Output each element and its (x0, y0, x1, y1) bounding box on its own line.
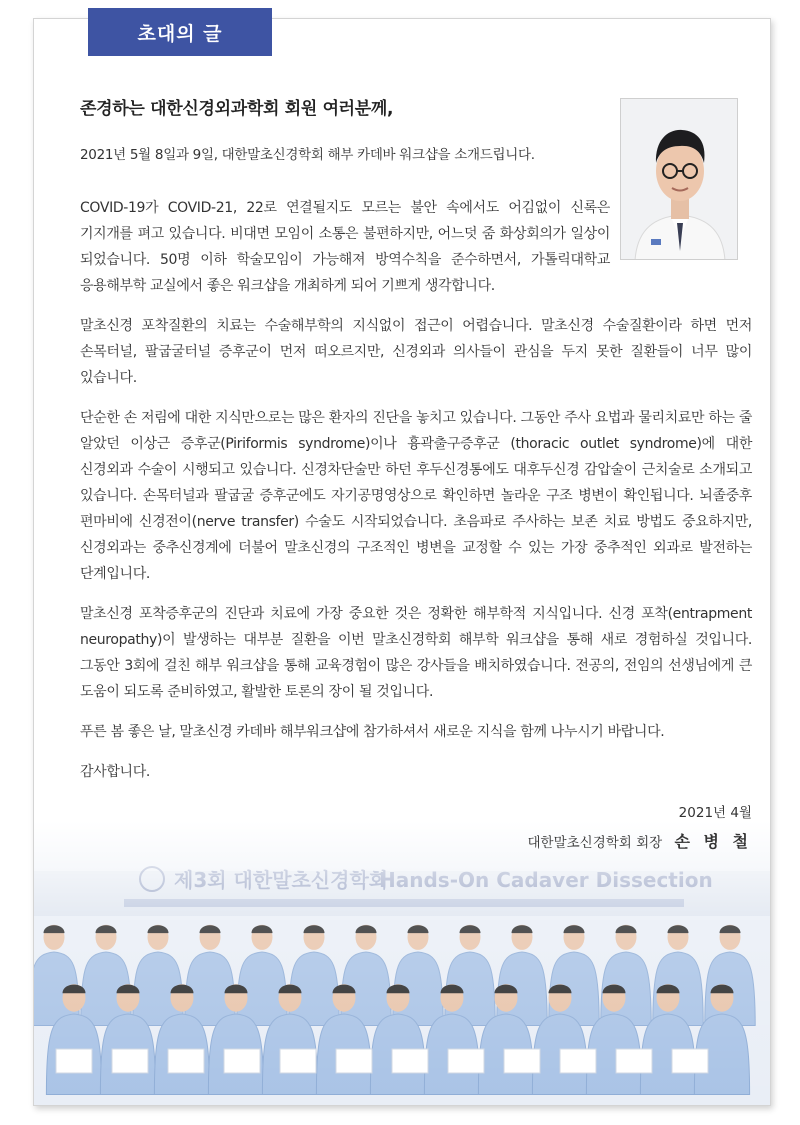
section-tab: 초대의 글 (88, 8, 272, 56)
letter-body (80, 90, 752, 852)
paragraph: COVID-19가 COVID-21, 22로 연결될지도 모르는 불안 속에서도 어김없이 신록은 기지개를 펴고 있습니다. 비대면 모임이 소통은 불편하지만, 어느덧 줌 화상회의가 일상이 되었습니다. 50명 이하 학술모임이 가능해져 방역수칙을 준수하면서, 가톨릭대학교 응용해부학 교실에서 좋은 워크샵을 개최하게 되어 기쁘게 생각합니다. (80, 200, 610, 294)
paragraph: 푸른 봄 좋은 날, 말초신경 카데바 해부워크샵에 참가하셔서 새로운 지식을 함께 나누시기 바랍니다. (80, 724, 665, 740)
paragraph: 말초신경 포착질환의 치료는 수술해부학의 지식없이 접근이 어렵습니다. 말초신경 수술질환이라 하면 먼저 손목터널, 팔굽굴터널 증후군이 먼저 떠오르지만, 신경외과 의사들이 관심을 두지 못한 질환들이 너무 많이 있습니다. (80, 318, 752, 386)
group-photo-illustration (34, 821, 771, 1106)
letter-date: 2021년 4월 (678, 805, 752, 821)
closing: 감사합니다. (80, 764, 150, 780)
paragraph: 단순한 손 저림에 대한 지식만으로는 많은 환자의 진단을 놓치고 있습니다. 그동안 주사 요법과 물리치료만 하는 줄 알았던 이상근 증후군(Piriformis syndrome)이나 흉곽출구증후군 (thoracic outlet syndrome)에 대한 신경외과 수술이 시행되고 있습니다. 신경차단술만 하던 후두신경통에도 대후두신경 감압술이 근치술로 소개되고 있습니다. 손목터널과 팔굽굴 증후군에도 자기공명영상으로 확인하면 놀라운 구조 병변이 확인됩니다. 뇌졸중후 편마비에 신경전이(nerve transfer) 수술도 시작되었습니다. 초음파로 주사하는 보존 치료 방법도 중요하지만, 신경외과는 중추신경계에 더불어 말초신경의 구조적인 병변을 교정할 수 있는 가장 중추적인 외과로 발전하는 단계입니다. (80, 410, 752, 582)
salutation: 존경하는 대한신경외과학회 회원 여러분께, (80, 99, 394, 119)
group-photo (34, 821, 771, 1106)
signer-title: 대한말초신경학회 회장 (527, 835, 663, 851)
signer-name: 손 병 철 (674, 832, 752, 851)
paragraph: 말초신경 포착증후군의 진단과 치료에 가장 중요한 것은 정확한 해부학적 지식입니다. 신경 포착(entrapment neuropathy)이 발생하는 대부분 질환을 이번 말초신경학회 해부학 워크샵을 통해 새로 경험하실 것입니다. 그동안 3회에 걸친 해부 워크샵을 통해 교육경험이 많은 강사들을 배치하였습니다. 전공의, 전임의 선생님에게 큰 도움이 되도록 준비하였고, 활발한 토론의 장이 될 것입니다. (80, 606, 752, 700)
intro-line: 2021년 5월 8일과 9일, 대한말초신경학회 해부 카데바 워크샵을 소개드립니다. (80, 147, 535, 163)
signature (80, 829, 752, 852)
